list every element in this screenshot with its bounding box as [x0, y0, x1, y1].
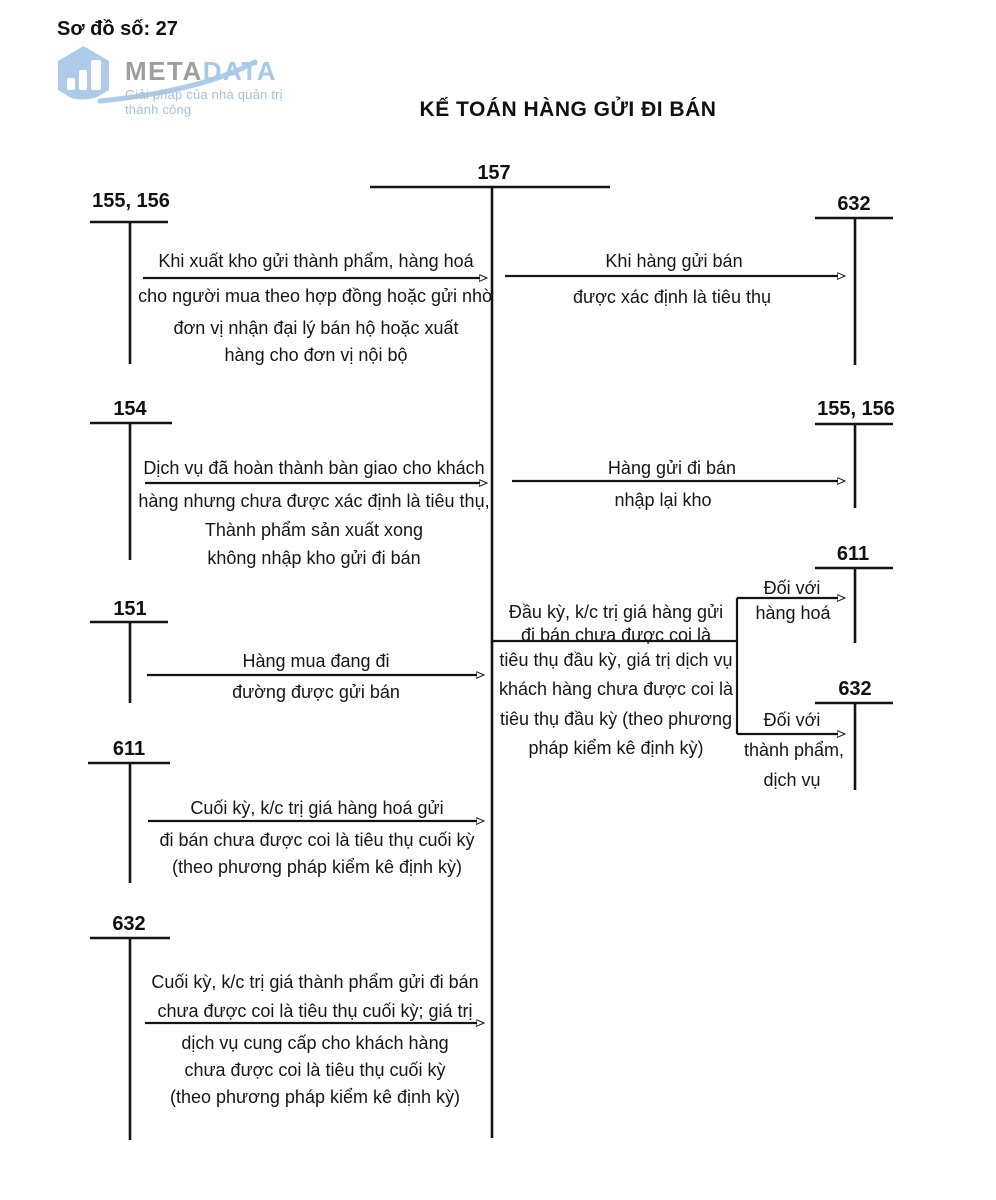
- flow-return-line-2: nhập lại kho: [614, 490, 712, 510]
- branch-goods-line-2: hàng hoá: [755, 603, 831, 623]
- branch-goods-line-1: Đối với: [763, 578, 821, 598]
- account-label-right-632-bottom: 632: [838, 678, 872, 700]
- flow-632-line-2: chưa được coi là tiêu thụ cuối kỳ; giá trị: [157, 1001, 473, 1021]
- flow-151-line-2: đường được gửi bán: [232, 682, 400, 702]
- flow-155-156-line-1: Khi xuất kho gửi thành phẩm, hàng hoá: [158, 251, 474, 271]
- opening-transfer-line-1: Đầu kỳ, k/c trị giá hàng gửi: [508, 602, 724, 622]
- flow-632-line-3: dịch vụ cung cấp cho khách hàng: [181, 1033, 449, 1053]
- diagram-number-label: Sơ đồ số: 27: [57, 18, 178, 40]
- flow-155-156-line-3: đơn vị nhận đại lý bán hộ hoặc xuất: [173, 318, 459, 338]
- account-label-left-611: 611: [112, 738, 146, 760]
- opening-transfer-line-5: tiêu thụ đầu kỳ (theo phương: [499, 709, 733, 729]
- taccount-left-611-lines: [88, 763, 170, 883]
- brand-tagline: Giải pháp của nhà quản trị thành công: [125, 87, 283, 117]
- flow-151-line-1: Hàng mua đang đi: [242, 651, 390, 671]
- account-label-left-151: 151: [113, 598, 147, 620]
- taccount-left-632-lines: [90, 938, 170, 1140]
- metadata-logo: [40, 44, 320, 119]
- flow-154-line-3: Thành phẩm sản xuất xong: [204, 520, 424, 540]
- brand-name: [125, 58, 277, 84]
- flow-632-line-5: (theo phương pháp kiểm kê định kỳ): [169, 1087, 461, 1107]
- account-label-left-155-156: 155, 156: [92, 190, 170, 212]
- account-label-right-632-top: 632: [837, 193, 871, 215]
- brand-meta-text: META: [125, 56, 203, 86]
- branch-products-line-1: Đối với: [763, 710, 821, 730]
- flow-632-line-1: Cuối kỳ, k/c trị giá thành phẩm gửi đi bán: [151, 972, 479, 992]
- flow-611-line-2: đi bán chưa được coi là tiêu thụ cuối kỳ: [159, 830, 475, 850]
- account-label-left-154: 154: [113, 398, 147, 420]
- flow-sold-line-2: được xác định là tiêu thụ: [573, 287, 771, 307]
- opening-transfer-line-2: đi bán chưa được coi là: [520, 625, 712, 645]
- flow-154-line-4: không nhập kho gửi đi bán: [207, 548, 421, 568]
- flow-155-156-line-4: hàng cho đơn vị nội bộ: [224, 345, 408, 365]
- branch-products-line-2: thành phẩm,: [743, 740, 845, 760]
- account-label-right-611: 611: [836, 543, 870, 565]
- flow-611-line-1: Cuối kỳ, k/c trị giá hàng hoá gửi: [190, 798, 444, 818]
- flow-sold-line-1: Khi hàng gửi bán: [605, 251, 743, 271]
- flow-155-156-line-2: cho người mua theo hợp đồng hoặc gửi nhờ: [138, 286, 494, 306]
- brand-data-text: DATA: [202, 56, 278, 86]
- page-title: KẾ TOÁN HÀNG GỬI ĐI BÁN: [419, 98, 717, 121]
- account-label-left-632: 632: [112, 913, 146, 935]
- taccount-right-632-top-lines: [815, 218, 893, 365]
- account-label-right-155-156: 155, 156: [817, 398, 895, 420]
- taccount-right-155-156-lines: [815, 424, 893, 508]
- flow-154-line-1: Dịch vụ đã hoàn thành bàn giao cho khách: [143, 458, 485, 478]
- taccount-left-151-lines: [90, 622, 168, 703]
- opening-transfer-line-6: pháp kiểm kê định kỳ): [528, 738, 704, 758]
- flow-154-line-2: hàng nhưng chưa được xác định là tiêu thụ,: [138, 491, 490, 511]
- flow-611-line-3: (theo phương pháp kiểm kê định kỳ): [171, 857, 463, 877]
- branch-products-line-3: dịch vụ: [763, 770, 821, 790]
- opening-transfer-line-3: tiêu thụ đầu kỳ, giá trị dịch vụ: [499, 650, 733, 670]
- flow-return-line-1: Hàng gửi đi bán: [607, 458, 737, 478]
- opening-transfer-line-4: khách hàng chưa được coi là: [498, 679, 734, 699]
- account-label-157: 157: [477, 162, 511, 184]
- flow-632-line-4: chưa được coi là tiêu thụ cuối kỳ: [184, 1060, 446, 1080]
